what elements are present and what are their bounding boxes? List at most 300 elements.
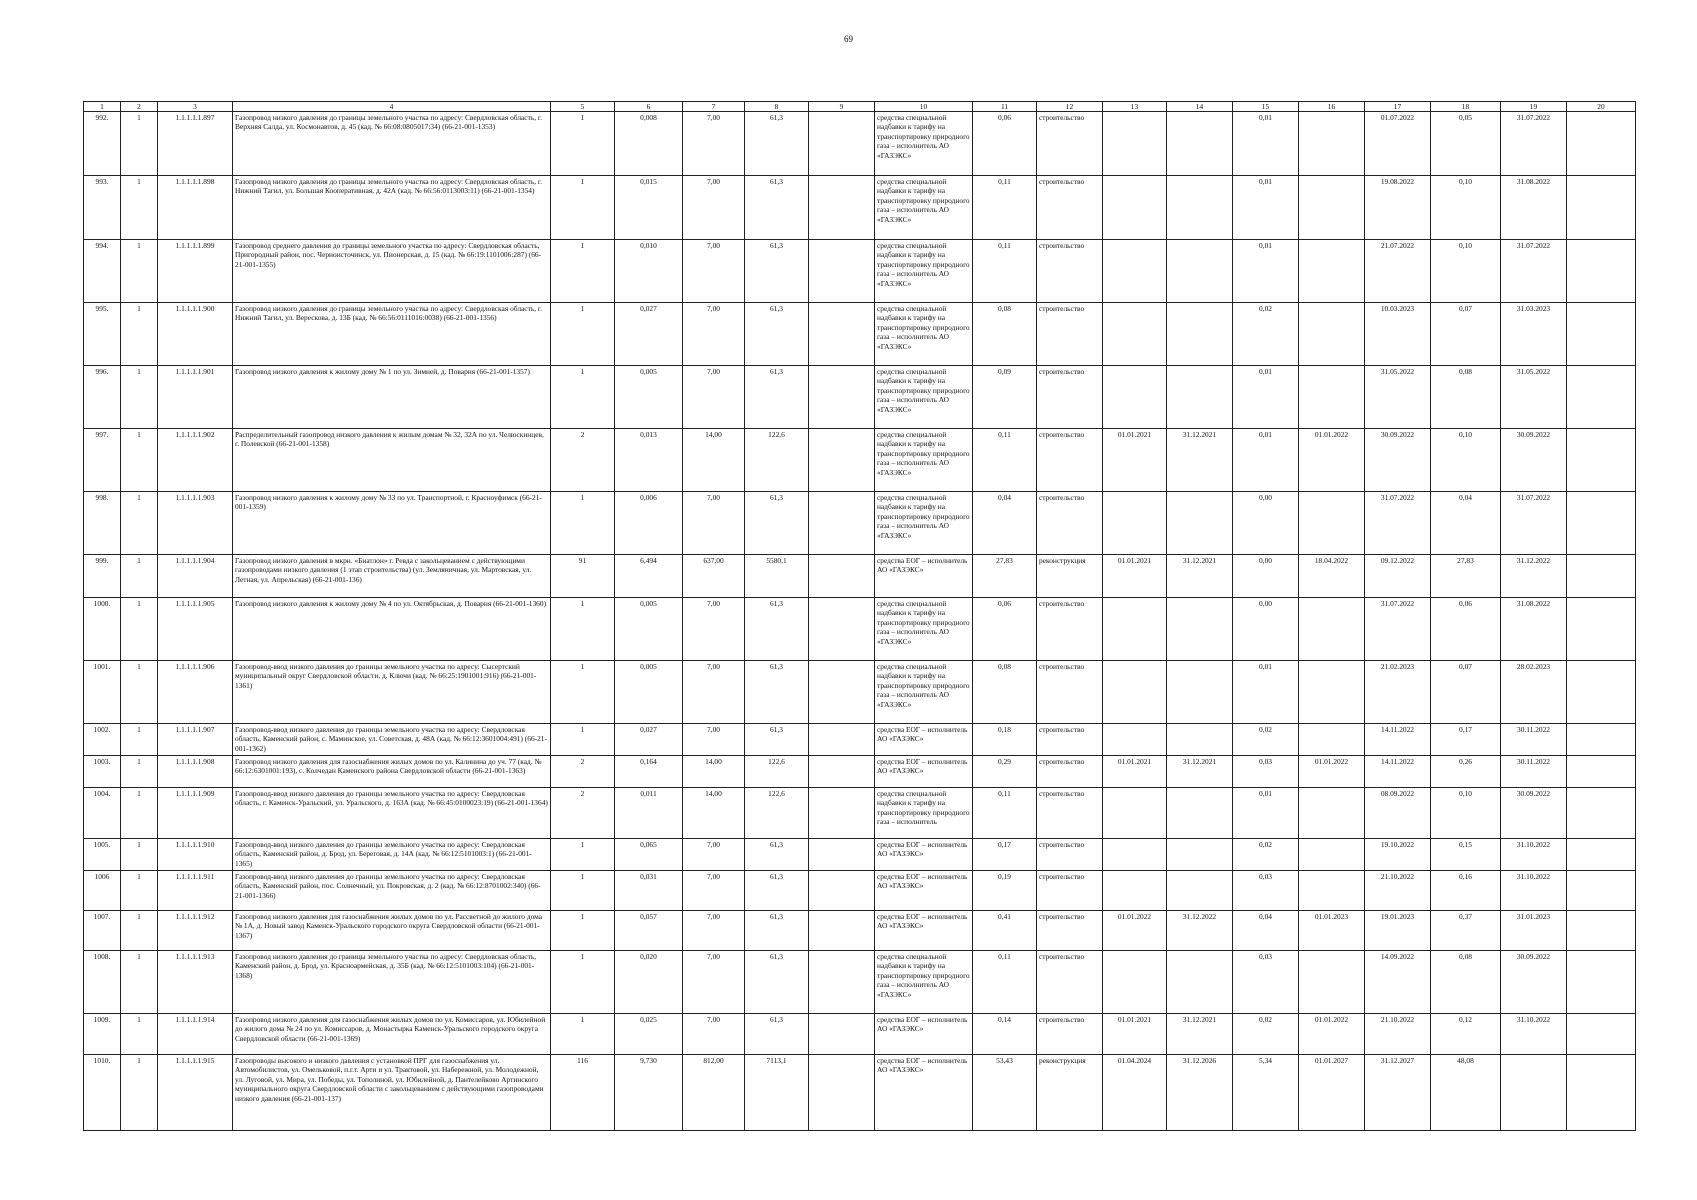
- cell-col-19: 31.12.2022: [1501, 555, 1567, 598]
- cell-col-17: 19.10.2022: [1365, 839, 1431, 871]
- cell-col-9: [809, 661, 875, 724]
- cell-col-17: 21.07.2022: [1365, 240, 1431, 303]
- cell-col-9: [809, 555, 875, 598]
- cell-col-17: 21.10.2022: [1365, 1014, 1431, 1055]
- cell-col-6: 6,494: [615, 555, 683, 598]
- cell-col-12: строительство: [1037, 756, 1103, 788]
- cell-col-7: 7,00: [683, 303, 745, 366]
- cell-col-19: 31.08.2022: [1501, 176, 1567, 240]
- cell-col-5: 1: [551, 366, 615, 429]
- cell-col-19: 30.09.2022: [1501, 951, 1567, 1014]
- cell-col-11: 0,14: [973, 1014, 1037, 1055]
- cell-col-17: 14.09.2022: [1365, 951, 1431, 1014]
- cell-col-9: [809, 1055, 875, 1131]
- table-row: [84, 661, 1636, 724]
- cell-col-7: 7,00: [683, 951, 745, 1014]
- cell-col-13: [1103, 598, 1167, 661]
- cell-col-3: 1.1.1.1.1.903: [158, 492, 233, 555]
- page-number: 69: [844, 34, 853, 44]
- cell-col-14: [1167, 598, 1233, 661]
- cell-col-10: средства специальной надбавки к тарифу на транспортировку природного газа – исполнитель АО «ГАЗЭКС»: [875, 951, 973, 1014]
- cell-col-11: 0,17: [973, 839, 1037, 871]
- cell-col-2: 1: [121, 661, 158, 724]
- cell-col-16: 01.01.2023: [1299, 911, 1365, 951]
- cell-col-8: 122,6: [745, 756, 809, 788]
- cell-col-12: строительство: [1037, 240, 1103, 303]
- cell-col-3: 1.1.1.1.1.898: [158, 176, 233, 240]
- cell-col-6: 0,027: [615, 303, 683, 366]
- cell-col-8: 122,6: [745, 788, 809, 839]
- cell-col-1: 1001.: [84, 661, 121, 724]
- cell-col-6: 0,011: [615, 788, 683, 839]
- cell-col-11: 0,04: [973, 492, 1037, 555]
- cell-col-11: 0,11: [973, 429, 1037, 492]
- cell-col-14: 31.12.2021: [1167, 1014, 1233, 1055]
- cell-col-3: 1.1.1.1.1.901: [158, 366, 233, 429]
- cell-col-14: [1167, 724, 1233, 756]
- cell-col-11: 0,11: [973, 951, 1037, 1014]
- cell-col-18: 0,06: [1431, 598, 1501, 661]
- cell-col-13: [1103, 871, 1167, 911]
- cell-col-5: 1: [551, 598, 615, 661]
- cell-col-13: [1103, 492, 1167, 555]
- cell-col-2: 1: [121, 911, 158, 951]
- cell-col-7: 14,00: [683, 756, 745, 788]
- cell-col-6: 0,005: [615, 366, 683, 429]
- cell-col-7: 7,00: [683, 661, 745, 724]
- cell-col-9: [809, 724, 875, 756]
- column-number-6: 6: [615, 102, 683, 112]
- cell-col-18: 0,07: [1431, 661, 1501, 724]
- cell-col-4: Газопровод низкого давления до границы земельного участка по адресу: Свердловская область, Каменский район, д. Брод, ул. Красноармейская, д. 35Б (кад. № 66:12:5101003:104) (66-21-001-1368): [233, 951, 551, 1014]
- cell-col-8: 61,3: [745, 303, 809, 366]
- cell-col-4: Газопровод-ввод низкого давления до границы земельного участка по адресу: Свердловская область, Каменский район, с. Маминское, ул. Советская, д. 48А (кад. № 66:12:3601004:491) (66-21-001-1362): [233, 724, 551, 756]
- cell-col-3: 1.1.1.1.1.908: [158, 756, 233, 788]
- cell-col-2: 1: [121, 724, 158, 756]
- cell-col-20: [1567, 911, 1636, 951]
- cell-col-5: 1: [551, 112, 615, 176]
- table-row: [84, 176, 1636, 240]
- cell-col-7: 7,00: [683, 598, 745, 661]
- cell-col-1: 998.: [84, 492, 121, 555]
- cell-col-9: [809, 240, 875, 303]
- cell-col-6: 0,005: [615, 598, 683, 661]
- cell-col-10: средства специальной надбавки к тарифу на транспортировку природного газа – исполнитель АО «ГАЗЭКС»: [875, 661, 973, 724]
- cell-col-14: 31.12.2021: [1167, 756, 1233, 788]
- cell-col-5: 1: [551, 492, 615, 555]
- cell-col-15: 0,03: [1233, 951, 1299, 1014]
- cell-col-2: 1: [121, 366, 158, 429]
- cell-col-14: [1167, 303, 1233, 366]
- column-number-8: 8: [745, 102, 809, 112]
- cell-col-16: [1299, 839, 1365, 871]
- cell-col-19: 31.03.2023: [1501, 303, 1567, 366]
- column-number-header: [84, 102, 1636, 112]
- cell-col-4: Газопровод низкого давления до границы земельного участка по адресу: Свердловская область, г. Нижний Тагил, ул. Верескова, д. 13Б (кад. № 66:56:0111016:0038) (66-21-001-1356): [233, 303, 551, 366]
- table-row: [84, 951, 1636, 1014]
- cell-col-8: 5580,1: [745, 555, 809, 598]
- cell-col-4: Газопровод низкого давления к жилому дому № 1 по ул. Зимней, д. Поварня (66-21-001-1357): [233, 366, 551, 429]
- cell-col-11: 0,11: [973, 176, 1037, 240]
- cell-col-9: [809, 788, 875, 839]
- cell-col-11: 0,29: [973, 756, 1037, 788]
- cell-col-16: 01.01.2022: [1299, 1014, 1365, 1055]
- cell-col-6: 0,031: [615, 871, 683, 911]
- table-row: [84, 724, 1636, 756]
- cell-col-5: 1: [551, 1014, 615, 1055]
- cell-col-15: 0,01: [1233, 112, 1299, 176]
- column-number-3: 3: [158, 102, 233, 112]
- cell-col-8: 61,3: [745, 1014, 809, 1055]
- cell-col-15: 0,01: [1233, 429, 1299, 492]
- cell-col-5: 2: [551, 429, 615, 492]
- cell-col-16: [1299, 661, 1365, 724]
- table-row: [84, 492, 1636, 555]
- cell-col-18: 0,26: [1431, 756, 1501, 788]
- cell-col-15: 0,01: [1233, 176, 1299, 240]
- cell-col-2: 1: [121, 492, 158, 555]
- cell-col-19: 30.11.2022: [1501, 756, 1567, 788]
- cell-col-9: [809, 598, 875, 661]
- cell-col-3: 1.1.1.1.1.909: [158, 788, 233, 839]
- cell-col-17: 08.09.2022: [1365, 788, 1431, 839]
- cell-col-2: 1: [121, 112, 158, 176]
- cell-col-20: [1567, 756, 1636, 788]
- column-number-1: 1: [84, 102, 121, 112]
- cell-col-12: реконструкция: [1037, 1055, 1103, 1131]
- cell-col-13: [1103, 176, 1167, 240]
- cell-col-2: 1: [121, 555, 158, 598]
- cell-col-12: строительство: [1037, 724, 1103, 756]
- cell-col-12: строительство: [1037, 366, 1103, 429]
- cell-col-8: 61,3: [745, 366, 809, 429]
- cell-col-18: 0,08: [1431, 366, 1501, 429]
- cell-col-15: 0,04: [1233, 911, 1299, 951]
- cell-col-14: [1167, 492, 1233, 555]
- cell-col-5: 1: [551, 724, 615, 756]
- cell-col-8: 61,3: [745, 112, 809, 176]
- column-number-12: 12: [1037, 102, 1103, 112]
- cell-col-10: средства ЕОГ – исполнитель АО «ГАЗЭКС»: [875, 1014, 973, 1055]
- cell-col-11: 0,09: [973, 366, 1037, 429]
- cell-col-14: [1167, 839, 1233, 871]
- table-row: [84, 555, 1636, 598]
- cell-col-8: 61,3: [745, 492, 809, 555]
- cell-col-4: Газопровод низкого давления к жилому дому № 4 по ул. Октябрьская, д. Поварня (66-21-001-1360): [233, 598, 551, 661]
- cell-col-11: 0,19: [973, 871, 1037, 911]
- cell-col-11: 0,41: [973, 911, 1037, 951]
- table-row: [84, 598, 1636, 661]
- cell-col-16: 01.01.2027: [1299, 1055, 1365, 1131]
- cell-col-19: 31.08.2022: [1501, 598, 1567, 661]
- cell-col-2: 1: [121, 951, 158, 1014]
- cell-col-6: 0,005: [615, 661, 683, 724]
- cell-col-10: средства специальной надбавки к тарифу на транспортировку природного газа – исполнитель АО «ГАЗЭКС»: [875, 598, 973, 661]
- cell-col-14: [1167, 112, 1233, 176]
- cell-col-5: 91: [551, 555, 615, 598]
- cell-col-5: 1: [551, 871, 615, 911]
- cell-col-6: 0,164: [615, 756, 683, 788]
- cell-col-15: 0,01: [1233, 788, 1299, 839]
- cell-col-11: 0,11: [973, 240, 1037, 303]
- cell-col-17: 21.02.2023: [1365, 661, 1431, 724]
- cell-col-19: 30.09.2022: [1501, 788, 1567, 839]
- cell-col-13: 01.01.2021: [1103, 756, 1167, 788]
- cell-col-20: [1567, 1055, 1636, 1131]
- cell-col-4: Газопровод низкого давления к жилому дому № 33 по ул. Транспортной, г. Красноуфимск (66-21-001-1359): [233, 492, 551, 555]
- cell-col-12: строительство: [1037, 1014, 1103, 1055]
- cell-col-10: средства специальной надбавки к тарифу на транспортировку природного газа – исполнитель АО «ГАЗЭКС»: [875, 429, 973, 492]
- cell-col-7: 7,00: [683, 1014, 745, 1055]
- cell-col-6: 0,065: [615, 839, 683, 871]
- cell-col-20: [1567, 112, 1636, 176]
- cell-col-17: 19.01.2023: [1365, 911, 1431, 951]
- cell-col-9: [809, 839, 875, 871]
- cell-col-4: Газопровод-ввод низкого давления до границы земельного участка по адресу: Свердловская область, Каменский район, д. Брод, ул. Береговая, д. 14А (кад. № 66:12:5101003:1) (66-21-001-1365): [233, 839, 551, 871]
- column-number-13: 13: [1103, 102, 1167, 112]
- cell-col-13: 01.01.2021: [1103, 429, 1167, 492]
- cell-col-15: 0,00: [1233, 492, 1299, 555]
- cell-col-3: 1.1.1.1.1.913: [158, 951, 233, 1014]
- column-number-11: 11: [973, 102, 1037, 112]
- cell-col-5: 2: [551, 788, 615, 839]
- cell-col-6: 0,006: [615, 492, 683, 555]
- cell-col-10: средства ЕОГ – исполнитель АО «ГАЗЭКС»: [875, 911, 973, 951]
- column-number-20: 20: [1567, 102, 1636, 112]
- cell-col-13: 01.01.2021: [1103, 1014, 1167, 1055]
- cell-col-20: [1567, 951, 1636, 1014]
- cell-col-2: 1: [121, 240, 158, 303]
- cell-col-9: [809, 303, 875, 366]
- cell-col-3: 1.1.1.1.1.911: [158, 871, 233, 911]
- cell-col-15: 0,00: [1233, 555, 1299, 598]
- cell-col-7: 7,00: [683, 911, 745, 951]
- cell-col-9: [809, 951, 875, 1014]
- cell-col-17: 30.09.2022: [1365, 429, 1431, 492]
- cell-col-18: 0,07: [1431, 303, 1501, 366]
- column-number-4: 4: [233, 102, 551, 112]
- cell-col-1: 1000.: [84, 598, 121, 661]
- cell-col-7: 7,00: [683, 112, 745, 176]
- table-row: [84, 756, 1636, 788]
- cell-col-4: Газопровод низкого давления до границы земельного участка по адресу: Свердловская область, г. Нижний Тагил, ул. Большая Кооперативная, д. 42А (кад. № 66:56:0113003:11) (66-21-001-1354): [233, 176, 551, 240]
- cell-col-12: реконструкция: [1037, 555, 1103, 598]
- column-number-18: 18: [1431, 102, 1501, 112]
- cell-col-15: 0,02: [1233, 1014, 1299, 1055]
- cell-col-5: 2: [551, 756, 615, 788]
- cell-col-7: 812,00: [683, 1055, 745, 1131]
- cell-col-11: 0,08: [973, 661, 1037, 724]
- cell-col-1: 999.: [84, 555, 121, 598]
- cell-col-7: 14,00: [683, 788, 745, 839]
- cell-col-2: 1: [121, 788, 158, 839]
- cell-col-15: 0,00: [1233, 598, 1299, 661]
- cell-col-9: [809, 911, 875, 951]
- cell-col-17: 31.12.2027: [1365, 1055, 1431, 1131]
- cell-col-1: 997.: [84, 429, 121, 492]
- cell-col-19: 28.02.2023: [1501, 661, 1567, 724]
- cell-col-18: 0,37: [1431, 911, 1501, 951]
- cell-col-11: 0,08: [973, 303, 1037, 366]
- cell-col-10: средства специальной надбавки к тарифу на транспортировку природного газа – исполнитель АО «ГАЗЭКС»: [875, 303, 973, 366]
- cell-col-18: 0,10: [1431, 788, 1501, 839]
- cell-col-7: 7,00: [683, 366, 745, 429]
- cell-col-16: [1299, 788, 1365, 839]
- cell-col-12: строительство: [1037, 429, 1103, 492]
- investment-program-table: [83, 101, 1636, 1131]
- cell-col-9: [809, 1014, 875, 1055]
- cell-col-20: [1567, 839, 1636, 871]
- cell-col-16: [1299, 492, 1365, 555]
- cell-col-18: 0,10: [1431, 240, 1501, 303]
- cell-col-18: 0,17: [1431, 724, 1501, 756]
- cell-col-8: 61,3: [745, 724, 809, 756]
- cell-col-2: 1: [121, 756, 158, 788]
- cell-col-3: 1.1.1.1.1.902: [158, 429, 233, 492]
- cell-col-2: 1: [121, 598, 158, 661]
- cell-col-17: 19.08.2022: [1365, 176, 1431, 240]
- cell-col-20: [1567, 661, 1636, 724]
- cell-col-7: 7,00: [683, 839, 745, 871]
- cell-col-19: 31.05.2022: [1501, 366, 1567, 429]
- cell-col-3: 1.1.1.1.1.906: [158, 661, 233, 724]
- column-number-17: 17: [1365, 102, 1431, 112]
- cell-col-12: строительство: [1037, 911, 1103, 951]
- cell-col-2: 1: [121, 176, 158, 240]
- cell-col-19: 31.10.2022: [1501, 839, 1567, 871]
- cell-col-10: средства ЕОГ – исполнитель АО «ГАЗЭКС»: [875, 724, 973, 756]
- cell-col-13: [1103, 240, 1167, 303]
- cell-col-18: 0,04: [1431, 492, 1501, 555]
- cell-col-7: 7,00: [683, 492, 745, 555]
- cell-col-6: 9,730: [615, 1055, 683, 1131]
- column-number-15: 15: [1233, 102, 1299, 112]
- cell-col-4: Газопровод низкого давления для газоснабжения жилых домов по ул. Рассветной до жилого дома № 1А, д. Новый завод Каменск-Уральского городского округа Свердловской области (66-21-001-1367): [233, 911, 551, 951]
- cell-col-17: 31.05.2022: [1365, 366, 1431, 429]
- cell-col-4: Газопровод-ввод низкого давления до границы земельного участка по адресу: Свердловская область, г. Каменск-Уральский, ул. Уральского, д. 163А (кад. № 66:45:0100023:19) (66-21-001-1364): [233, 788, 551, 839]
- cell-col-10: средства ЕОГ – исполнитель АО «ГАЗЭКС»: [875, 555, 973, 598]
- cell-col-17: 01.07.2022: [1365, 112, 1431, 176]
- cell-col-11: 0,06: [973, 112, 1037, 176]
- cell-col-16: [1299, 871, 1365, 911]
- cell-col-1: 994.: [84, 240, 121, 303]
- table-row: [84, 240, 1636, 303]
- cell-col-6: 0,013: [615, 429, 683, 492]
- cell-col-18: 0,16: [1431, 871, 1501, 911]
- cell-col-2: 1: [121, 1055, 158, 1131]
- cell-col-14: 31.12.2021: [1167, 555, 1233, 598]
- cell-col-4: Газопровод низкого давления в мкрн. «Биатлон» г. Ревда с закольцеванием с действующими газопроводами низкого давления (1 этап строительства) (ул. Земляничная, ул. Мартовская, ул. Летная, ул. Апрельская) (66-21-001-136): [233, 555, 551, 598]
- cell-col-1: 1006: [84, 871, 121, 911]
- cell-col-8: 61,3: [745, 240, 809, 303]
- cell-col-9: [809, 492, 875, 555]
- table-row: [84, 366, 1636, 429]
- cell-col-8: 61,3: [745, 951, 809, 1014]
- cell-col-13: [1103, 112, 1167, 176]
- cell-col-3: 1.1.1.1.1.914: [158, 1014, 233, 1055]
- cell-col-13: 01.01.2021: [1103, 555, 1167, 598]
- cell-col-19: 30.09.2022: [1501, 429, 1567, 492]
- cell-col-10: средства специальной надбавки к тарифу на транспортировку природного газа – исполнитель АО «ГАЗЭКС»: [875, 492, 973, 555]
- cell-col-13: [1103, 303, 1167, 366]
- cell-col-15: 0,01: [1233, 661, 1299, 724]
- cell-col-10: средства специальной надбавки к тарифу на транспортировку природного газа – исполнитель АО «ГАЗЭКС»: [875, 112, 973, 176]
- cell-col-6: 0,008: [615, 112, 683, 176]
- cell-col-1: 1008.: [84, 951, 121, 1014]
- cell-col-1: 1007.: [84, 911, 121, 951]
- cell-col-17: 31.07.2022: [1365, 492, 1431, 555]
- cell-col-10: средства ЕОГ – исполнитель АО «ГАЗЭКС»: [875, 839, 973, 871]
- cell-col-20: [1567, 303, 1636, 366]
- cell-col-5: 1: [551, 661, 615, 724]
- cell-col-19: 31.01.2023: [1501, 911, 1567, 951]
- cell-col-13: [1103, 788, 1167, 839]
- cell-col-7: 14,00: [683, 429, 745, 492]
- cell-col-19: 31.07.2022: [1501, 112, 1567, 176]
- cell-col-7: 7,00: [683, 724, 745, 756]
- cell-col-2: 1: [121, 839, 158, 871]
- cell-col-18: 0,15: [1431, 839, 1501, 871]
- table-row: [84, 1014, 1636, 1055]
- cell-col-9: [809, 756, 875, 788]
- cell-col-3: 1.1.1.1.1.900: [158, 303, 233, 366]
- cell-col-5: 1: [551, 240, 615, 303]
- cell-col-13: 01.01.2022: [1103, 911, 1167, 951]
- cell-col-12: строительство: [1037, 492, 1103, 555]
- cell-col-17: 14.11.2022: [1365, 724, 1431, 756]
- cell-col-9: [809, 429, 875, 492]
- cell-col-9: [809, 176, 875, 240]
- cell-col-5: 1: [551, 951, 615, 1014]
- column-number-5: 5: [551, 102, 615, 112]
- table-row: [84, 303, 1636, 366]
- cell-col-8: 61,3: [745, 911, 809, 951]
- cell-col-6: 0,057: [615, 911, 683, 951]
- table-body: [84, 112, 1636, 1131]
- cell-col-6: 0,010: [615, 240, 683, 303]
- column-number-2: 2: [121, 102, 158, 112]
- cell-col-11: 0,18: [973, 724, 1037, 756]
- cell-col-1: 1010.: [84, 1055, 121, 1131]
- cell-col-15: 0,01: [1233, 366, 1299, 429]
- cell-col-6: 0,020: [615, 951, 683, 1014]
- table-row: [84, 839, 1636, 871]
- cell-col-17: 10.03.2023: [1365, 303, 1431, 366]
- cell-col-1: 996.: [84, 366, 121, 429]
- cell-col-5: 1: [551, 911, 615, 951]
- cell-col-13: [1103, 724, 1167, 756]
- cell-col-14: [1167, 366, 1233, 429]
- cell-col-3: 1.1.1.1.1.904: [158, 555, 233, 598]
- table-row: [84, 871, 1636, 911]
- cell-col-20: [1567, 492, 1636, 555]
- cell-col-13: [1103, 839, 1167, 871]
- cell-col-1: 992.: [84, 112, 121, 176]
- cell-col-10: средства ЕОГ – исполнитель АО «ГАЗЭКС»: [875, 871, 973, 911]
- cell-col-8: 61,3: [745, 661, 809, 724]
- cell-col-17: 31.07.2022: [1365, 598, 1431, 661]
- cell-col-19: 31.10.2022: [1501, 871, 1567, 911]
- cell-col-8: 122,6: [745, 429, 809, 492]
- cell-col-16: 18.04.2022: [1299, 555, 1365, 598]
- cell-col-15: 0,01: [1233, 240, 1299, 303]
- cell-col-14: [1167, 951, 1233, 1014]
- cell-col-1: 995.: [84, 303, 121, 366]
- cell-col-3: 1.1.1.1.1.910: [158, 839, 233, 871]
- cell-col-18: 0,12: [1431, 1014, 1501, 1055]
- cell-col-5: 116: [551, 1055, 615, 1131]
- cell-col-18: 0,05: [1431, 112, 1501, 176]
